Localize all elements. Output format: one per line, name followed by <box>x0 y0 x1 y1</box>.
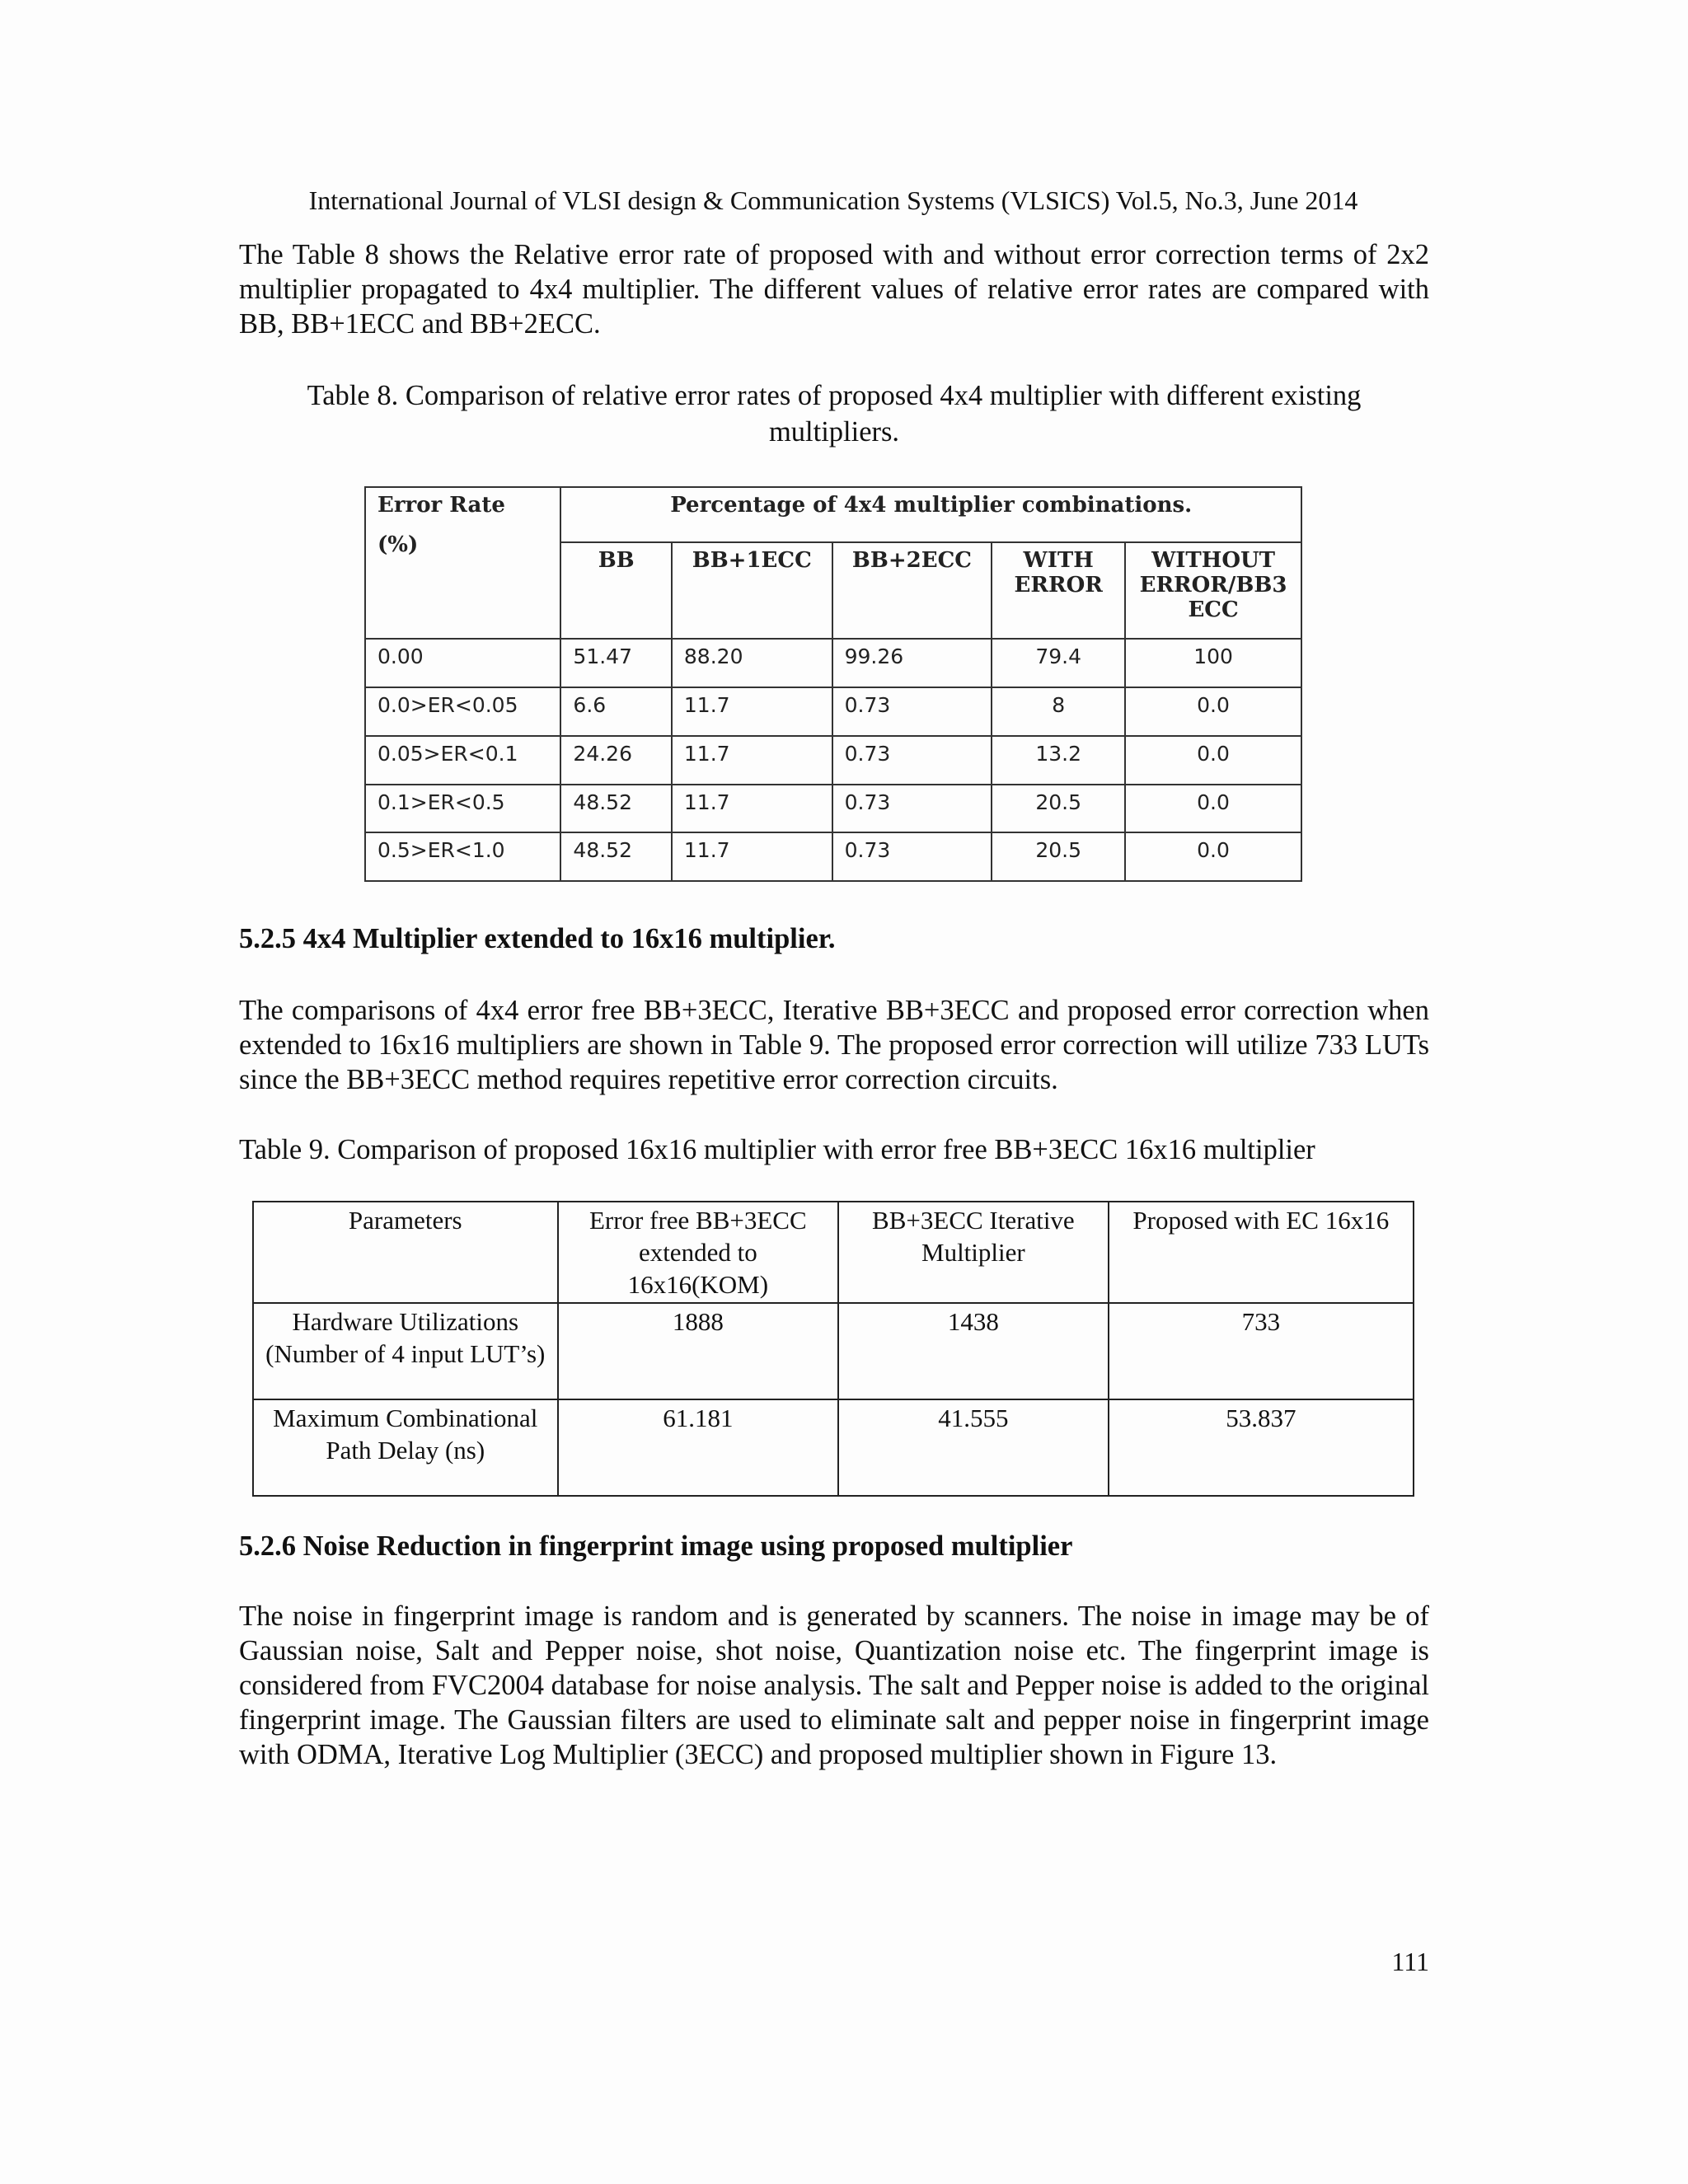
table8-cell: 48.52 <box>560 832 671 881</box>
table8-cell: 0.73 <box>832 785 992 833</box>
table9-cell: 61.181 <box>558 1399 839 1496</box>
section-526-heading: 5.2.6 Noise Reduction in fingerprint image using proposed multiplier <box>239 1530 1073 1562</box>
table8-cell: 48.52 <box>560 785 671 833</box>
table8-cell: 0.0 <box>1125 687 1301 736</box>
running-header: International Journal of VLSI design & Communication Systems (VLSICS) Vol.5, No.3, June 2014 <box>308 185 1358 215</box>
table9-cell: 53.837 <box>1109 1399 1414 1496</box>
table8-cell: 0.73 <box>832 687 992 736</box>
intro-paragraph: The Table 8 shows the Relative error rate of proposed with and without error correction terms of 2x2 multiplier propagated to 4x4 multiplier. The different values of relative error rates are compared with BB, BB+1ECC and BB+2ECC. <box>239 239 1429 340</box>
table-row <box>365 639 1301 687</box>
table9-cell: 733 <box>1109 1303 1414 1399</box>
table8-group-header: Percentage of 4x4 multiplier combinations. <box>560 487 1301 542</box>
table8-col-bb: BB <box>560 542 671 639</box>
table8-cell: 0.0>ER<0.05 <box>365 687 560 736</box>
table8-cell: 0.73 <box>832 736 992 785</box>
table8-cell: 11.7 <box>672 785 832 833</box>
table8-cell: 6.6 <box>560 687 671 736</box>
table8-cell: 99.26 <box>832 639 992 687</box>
section-525-heading: 5.2.5 4x4 Multiplier extended to 16x16 multiplier. <box>239 923 836 954</box>
table8-cell: 79.4 <box>992 639 1125 687</box>
table8-cell: 11.7 <box>672 832 832 881</box>
table9-cell: 1888 <box>558 1303 839 1399</box>
table8-cell: 11.7 <box>672 736 832 785</box>
table9-header-cell: Proposed with EC 16x16 <box>1109 1202 1414 1303</box>
table8-col-without-error: WITHOUT ERROR/BB3 ECC <box>1125 542 1301 639</box>
table8-caption-line2: multipliers. <box>768 416 900 448</box>
table8-cell: 0.73 <box>832 832 992 881</box>
table9 <box>252 1201 1414 1497</box>
table9-cell: 1438 <box>838 1303 1109 1399</box>
table8-error-rate-header <box>365 487 560 639</box>
table8-cell: 11.7 <box>672 687 832 736</box>
table-row <box>365 687 1301 736</box>
table8-cell: 51.47 <box>560 639 671 687</box>
table-row <box>365 785 1301 833</box>
section-526-paragraph: The noise in fingerprint image is random and is generated by scanners. The noise in image may be of Gaussian noise, Salt and Pepper noise, shot noise, Quantization noise etc. The fingerprint image is considered from FVC2004 database for noise analysis. The salt and Pepper noise is added to the original fingerprint image. The Gaussian filters are used to eliminate salt and pepper noise in fingerprint image with ODMA, Iterative Log Multiplier (3ECC) and proposed multiplier shown in Figure 13. <box>239 1601 1429 1770</box>
page-number: 111 <box>1391 1947 1429 1976</box>
table8-cell: 0.5>ER<1.0 <box>365 832 560 881</box>
section-525-paragraph: The comparisons of 4x4 error free BB+3ECC, Iterative BB+3ECC and proposed error correction when extended to 16x16 multipliers are shown in Table 9. The proposed error correction will utilize 733 LUTs since the BB+3ECC method requires repetitive error correction circuits. <box>239 995 1429 1095</box>
table9-caption: Table 9. Comparison of proposed 16x16 multiplier with error free BB+3ECC 16x16 multiplier <box>239 1134 1315 1165</box>
percent-label: (%) <box>377 532 419 557</box>
table8-cell: 13.2 <box>992 736 1125 785</box>
table-row <box>253 1303 1414 1399</box>
error-rate-label: Error Rate <box>377 493 505 518</box>
table8-cell: 0.05>ER<0.1 <box>365 736 560 785</box>
table8-cell: 0.1>ER<0.5 <box>365 785 560 833</box>
table8-cell: 88.20 <box>672 639 832 687</box>
table9-header-cell: Parameters <box>253 1202 558 1303</box>
table8-cell: 24.26 <box>560 736 671 785</box>
table9-cell: Hardware Utilizations (Number of 4 input LUT’s) <box>253 1303 558 1399</box>
table-row <box>253 1399 1414 1496</box>
table8-cell: 100 <box>1125 639 1301 687</box>
table8-caption-line1: Table 8. Comparison of relative error rates of proposed 4x4 multiplier with different existing <box>307 380 1362 411</box>
table8-cell: 0.00 <box>365 639 560 687</box>
table8-cell: 0.0 <box>1125 832 1301 881</box>
table-row <box>365 736 1301 785</box>
table9-cell: 41.555 <box>838 1399 1109 1496</box>
table9-header-cell: BB+3ECC Iterative Multiplier <box>838 1202 1109 1303</box>
table8-cell: 8 <box>992 687 1125 736</box>
table9-header-row <box>253 1202 1414 1303</box>
table9-header-cell: Error free BB+3ECC extended to 16x16(KOM) <box>558 1202 839 1303</box>
table8-cell: 20.5 <box>992 785 1125 833</box>
table8-col-bb2ecc: BB+2ECC <box>832 542 992 639</box>
table8-col-with-error: WITH ERROR <box>992 542 1125 639</box>
table-row <box>365 832 1301 881</box>
table8-col-bb1ecc: BB+1ECC <box>672 542 832 639</box>
table8-caption <box>239 377 1429 450</box>
table8-header-row <box>365 487 1301 542</box>
table8-cell: 0.0 <box>1125 736 1301 785</box>
table9-cell: Maximum Combinational Path Delay (ns) <box>253 1399 558 1496</box>
table8-cell: 20.5 <box>992 832 1125 881</box>
table8-cell: 0.0 <box>1125 785 1301 833</box>
table8 <box>364 486 1302 882</box>
